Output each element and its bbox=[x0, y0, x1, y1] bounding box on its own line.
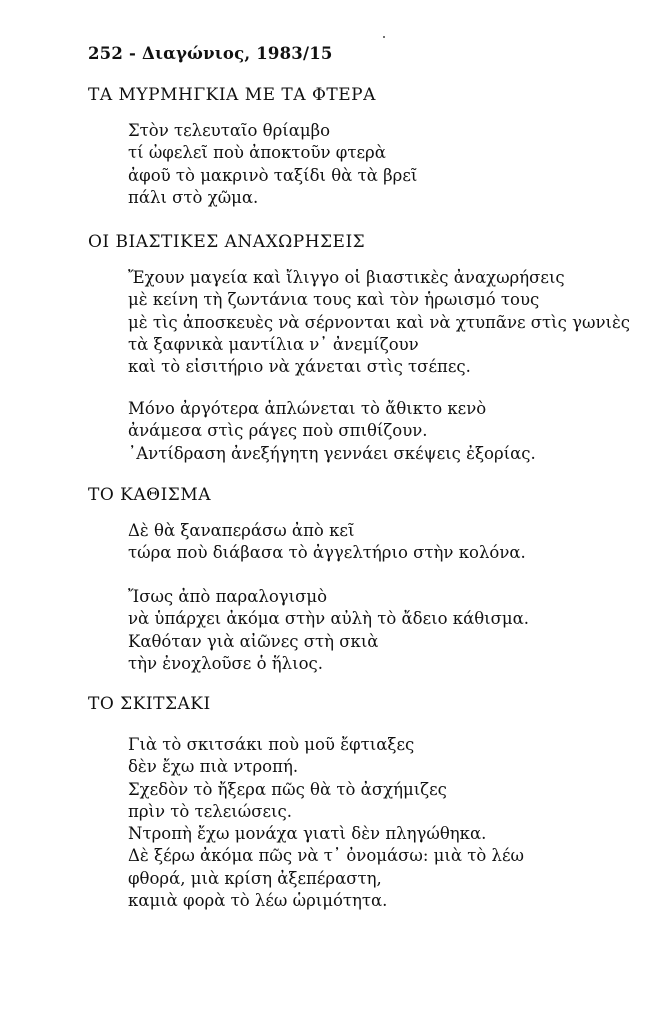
verse-line: πάλι στὸ χῶμα. bbox=[128, 187, 259, 207]
verse-line: Καθόταν γιὰ αἰῶνες στὴ σκιὰ bbox=[128, 631, 379, 651]
verse-line: καὶ τὸ εἰσιτήριο νὰ χάνεται στὶς τσέπες. bbox=[128, 357, 471, 377]
stanza bbox=[128, 398, 536, 465]
verse-line: μὲ κείνη τὴ ζωντάνια τους καὶ τὸν ἡρωισμό τους bbox=[128, 290, 540, 310]
stanza bbox=[128, 734, 524, 912]
verse-line: πρὶν τὸ τελειώσεις. bbox=[128, 801, 292, 821]
verse-line: ἀνάμεσα στὶς ράγες ποὺ σπιθίζουν. bbox=[128, 421, 428, 441]
poem-title: ΤΑ ΜΥΡΜΗΓΚΙΑ ΜΕ ΤΑ ΦΤΕΡΑ bbox=[88, 85, 376, 105]
verse-line: Ντροπὴ ἔχω μονάχα γιατὶ δὲν πληγώθηκα. bbox=[128, 824, 487, 844]
verse-line: τώρα ποὺ διάβασα τὸ ἀγγελτήριο στὴν κολόνα. bbox=[128, 543, 526, 563]
verse-line: τί ὠφελεῖ ποὺ ἀποκτοῦν φτερὰ bbox=[128, 143, 386, 163]
verse-line: Δὲ θὰ ξαναπεράσω ἀπὸ κεῖ bbox=[128, 521, 355, 540]
stanza bbox=[128, 586, 529, 675]
verse-line: Σχεδὸν τὸ ἤξερα πῶς θὰ τὸ ἀσχήμιζες bbox=[128, 779, 447, 799]
verse-line: καμιὰ φορὰ τὸ λέω ὡριμότητα. bbox=[128, 891, 388, 911]
verse-line: φθορά, μιὰ κρίση ἀξεπέραστη, bbox=[128, 868, 382, 888]
verse-line: ᾽Αντίδραση ἀνεξήγητη γεννάει σκέψεις ἐξορίας. bbox=[128, 443, 536, 463]
stanza bbox=[128, 520, 526, 565]
verse-line: ἀφοῦ τὸ μακρινὸ ταξίδι θὰ τὰ βρεῖ bbox=[128, 165, 418, 185]
verse-line: Δὲ ξέρω ἀκόμα πῶς νὰ τ᾽ ὀνομάσω: μιὰ τὸ λέω bbox=[128, 846, 525, 866]
print-speck bbox=[383, 36, 385, 38]
verse-line: νὰ ὑπάρχει ἀκόμα στὴν αὐλὴ τὸ ἄδειο κάθισμα. bbox=[128, 609, 530, 629]
poem-title: ΤΟ ΣΚΙΤΣΑΚΙ bbox=[88, 694, 211, 714]
poem-title: ΤΟ ΚΑΘΙΣΜΑ bbox=[88, 485, 212, 505]
poem-title: ΟΙ ΒΙΑΣΤΙΚΕΣ ΑΝΑΧΩΡΗΣΕΙΣ bbox=[88, 232, 366, 252]
verse-line: τὴν ἐνοχλοῦσε ὁ ἥλιος. bbox=[128, 653, 323, 673]
verse-line: Στὸν τελευταῖο θρίαμβο bbox=[128, 121, 331, 140]
stanza bbox=[128, 120, 417, 209]
verse-line: Ἴσως ἀπὸ παραλογισμὸ bbox=[128, 587, 328, 606]
verse-line: Ἔχουν μαγεία καὶ ἴλιγγο οἱ βιαστικὲς ἀναχωρήσεις bbox=[128, 268, 565, 287]
verse-line: τὰ ξαφνικὰ μαντίλια ν᾽ ἀνεμίζουν bbox=[128, 334, 419, 354]
verse-line: δὲν ἔχω πιὰ ντροπή. bbox=[128, 757, 299, 777]
running-head: 252 - Διαγώνιος, 1983/15 bbox=[88, 44, 333, 63]
verse-line: μὲ τὶς ἀποσκευὲς νὰ σέρνονται καὶ νὰ χτυπᾶνε στὶς γωνιὲς bbox=[128, 312, 631, 332]
verse-line: Μόνο ἀργότερα ἁπλώνεται τὸ ἄθικτο κενὸ bbox=[128, 399, 487, 418]
stanza bbox=[128, 267, 630, 378]
verse-line: Γιὰ τὸ σκιτσάκι ποὺ μοῦ ἔφτιαξες bbox=[128, 735, 415, 754]
